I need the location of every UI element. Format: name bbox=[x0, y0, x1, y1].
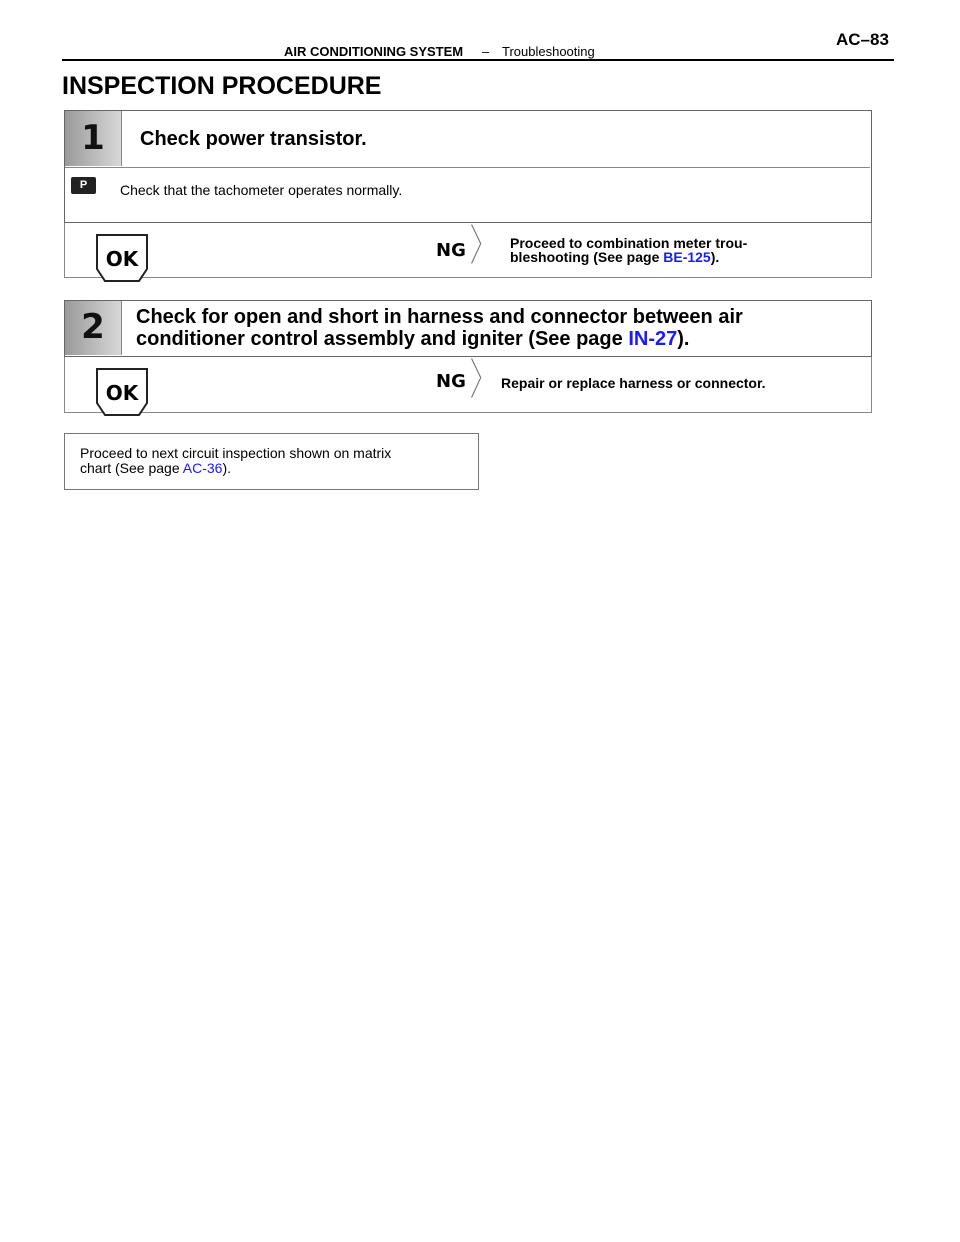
link-ac-36[interactable]: AC-36 bbox=[182, 460, 223, 476]
step-2-title-line1: Check for open and short in harness and connector between air bbox=[136, 306, 743, 328]
header-subsection: Troubleshooting bbox=[502, 44, 595, 59]
final-line2-suffix: ). bbox=[222, 460, 231, 476]
step-2-number: 2 bbox=[81, 307, 105, 347]
header-separator: – bbox=[482, 44, 490, 59]
step-2-ng-text: Repair or replace harness or connector. bbox=[501, 375, 766, 391]
step-2-ok-label: OK bbox=[105, 381, 139, 405]
step-1-ng-line2-prefix: bleshooting (See page bbox=[510, 249, 664, 265]
step-2-number-badge bbox=[65, 301, 122, 355]
final-proceed-text bbox=[80, 446, 391, 476]
step-1-divider bbox=[65, 167, 870, 168]
page-number: AC–83 bbox=[836, 30, 889, 49]
link-be-125[interactable]: BE-125 bbox=[663, 249, 711, 265]
step-1-box bbox=[64, 110, 872, 223]
header-section-title: AIR CONDITIONING SYSTEM bbox=[284, 44, 464, 59]
step-2-title-line2-suffix: ). bbox=[677, 328, 690, 350]
step-1-ng-line2 bbox=[510, 250, 747, 264]
step-2-ng-label: NG bbox=[436, 371, 466, 392]
final-line1: Proceed to next circuit inspection shown on matrix bbox=[80, 445, 392, 461]
final-line2-prefix: chart (See page bbox=[80, 460, 183, 476]
step-1-number: 1 bbox=[81, 118, 105, 158]
step-1-title: Check power transistor. bbox=[140, 128, 367, 150]
step-1-ok-label: OK bbox=[105, 247, 139, 271]
step-2-title bbox=[136, 306, 743, 350]
step-1-result-row bbox=[64, 223, 872, 278]
header-rule bbox=[62, 59, 894, 61]
page-title: INSPECTION PROCEDURE bbox=[62, 72, 382, 100]
step-1-ng-line1: Proceed to combination meter trou- bbox=[510, 235, 748, 251]
procedure-p-icon: P bbox=[71, 177, 96, 194]
step-2-result-row bbox=[64, 357, 872, 413]
step-2-box bbox=[64, 300, 872, 357]
step-1-check-text: Check that the tachometer operates normally. bbox=[120, 182, 403, 198]
step-1-ng-line2-suffix: ). bbox=[710, 249, 720, 265]
step-2-title-line2-prefix: conditioner control assembly and igniter (See page bbox=[136, 328, 629, 350]
final-line2 bbox=[80, 461, 391, 476]
step-1-number-badge bbox=[65, 111, 122, 166]
step-1-ng-label: NG bbox=[436, 240, 466, 261]
step-1-ng-text bbox=[510, 236, 747, 264]
step-2-title-line2 bbox=[136, 328, 743, 350]
link-in-27[interactable]: IN-27 bbox=[628, 328, 678, 350]
